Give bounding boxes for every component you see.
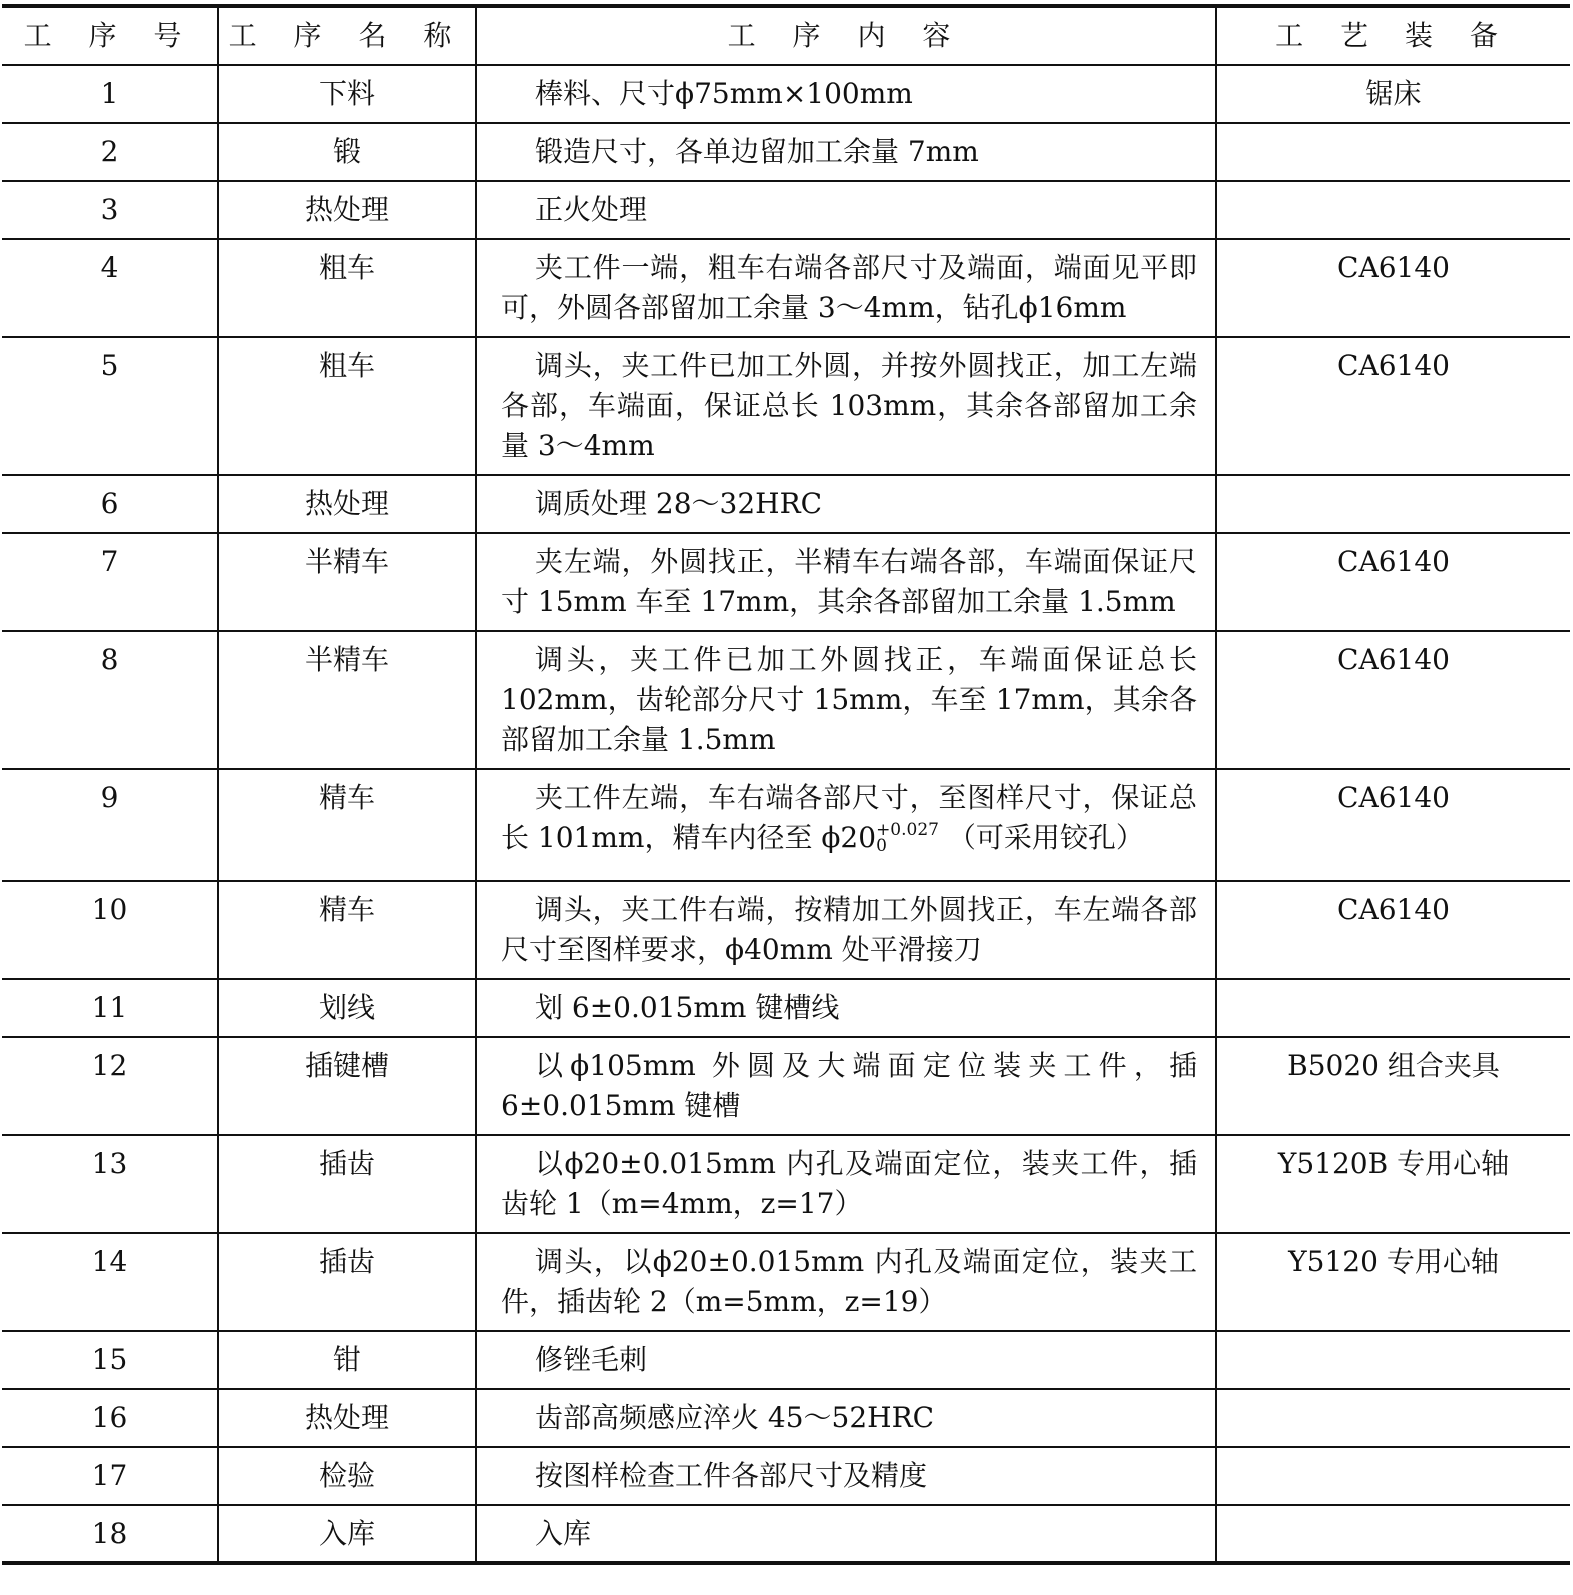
table-row xyxy=(2,1447,1570,1505)
header-step-no: 工 序 号 xyxy=(2,6,218,65)
step-number: 6 xyxy=(2,475,218,533)
table-row xyxy=(2,239,1570,337)
step-content-main: 正火处理 xyxy=(535,193,648,226)
equipment xyxy=(1216,1389,1570,1447)
step-content xyxy=(476,1233,1216,1331)
table-row xyxy=(2,1331,1570,1389)
equipment xyxy=(1216,979,1570,1037)
step-content-main: 划 6±0.015mm 键槽线 xyxy=(535,991,840,1024)
step-content-main: 棒料、尺寸ϕ75mm×100mm xyxy=(535,77,913,110)
step-content xyxy=(476,475,1216,533)
tolerance-upper: +0.027 xyxy=(876,819,939,840)
step-name: 精车 xyxy=(218,769,476,881)
step-number: 16 xyxy=(2,1389,218,1447)
step-content-text xyxy=(501,988,1197,1028)
step-content-text xyxy=(501,484,1197,524)
table-row xyxy=(2,533,1570,631)
step-content-text xyxy=(501,1340,1197,1380)
table-row xyxy=(2,769,1570,881)
table-row xyxy=(2,1389,1570,1447)
step-content-text xyxy=(501,890,1197,970)
step-name: 锻 xyxy=(218,123,476,181)
step-content-main: 锻造尺寸，各单边留加工余量 7mm xyxy=(535,135,979,168)
step-number: 15 xyxy=(2,1331,218,1389)
step-content xyxy=(476,239,1216,337)
step-name: 粗车 xyxy=(218,337,476,475)
step-content xyxy=(476,769,1216,881)
table-row xyxy=(2,65,1570,123)
step-content-main: 夹工件左端，车右端各部尺寸，至图样尺寸，保证总长 101mm，精车内径至 ϕ20 xyxy=(501,781,1197,854)
step-number: 2 xyxy=(2,123,218,181)
process-table xyxy=(2,4,1570,1565)
step-content-main: 入库 xyxy=(535,1517,592,1550)
step-content xyxy=(476,1037,1216,1135)
step-content-main: 夹工件一端，粗车右端各部尺寸及端面，端面见平即可，外圆各部留加工余量 3～4mm，钻孔ϕ16mm xyxy=(501,251,1197,324)
equipment: CA6140 xyxy=(1216,881,1570,979)
table-body xyxy=(2,65,1570,1563)
step-name: 粗车 xyxy=(218,239,476,337)
table-row xyxy=(2,1037,1570,1135)
table-row xyxy=(2,631,1570,769)
table-row xyxy=(2,475,1570,533)
step-content-text xyxy=(501,190,1197,230)
step-content xyxy=(476,337,1216,475)
equipment: Y5120 专用心轴 xyxy=(1216,1233,1570,1331)
step-name: 热处理 xyxy=(218,475,476,533)
header-step-content: 工 序 内 容 xyxy=(476,6,1216,65)
table-row xyxy=(2,979,1570,1037)
step-name: 检验 xyxy=(218,1447,476,1505)
step-name: 插齿 xyxy=(218,1135,476,1233)
step-content-main: 调头，夹工件已加工外圆，并按外圆找正，加工左端各部，车端面，保证总长 103mm，其余各部留加工余量 3～4mm xyxy=(501,349,1197,462)
table-row xyxy=(2,181,1570,239)
step-number: 13 xyxy=(2,1135,218,1233)
step-name: 下料 xyxy=(218,65,476,123)
step-content-main: 以ϕ105mm 外圆及大端面定位装夹工件，插 6±0.015mm 键槽 xyxy=(501,1049,1206,1122)
step-content xyxy=(476,631,1216,769)
step-content-main: 按图样检查工件各部尺寸及精度 xyxy=(535,1459,928,1492)
equipment xyxy=(1216,1331,1570,1389)
step-content-text xyxy=(501,640,1206,760)
step-content xyxy=(476,881,1216,979)
step-content-text xyxy=(501,778,1197,858)
step-content xyxy=(476,1447,1216,1505)
step-content xyxy=(476,123,1216,181)
step-name: 插键槽 xyxy=(218,1037,476,1135)
equipment xyxy=(1216,123,1570,181)
step-number: 7 xyxy=(2,533,218,631)
tolerance-lower: 0 xyxy=(876,835,887,856)
step-number: 12 xyxy=(2,1037,218,1135)
header-row xyxy=(2,6,1570,65)
tolerance xyxy=(876,819,939,856)
step-number: 3 xyxy=(2,181,218,239)
equipment: CA6140 xyxy=(1216,631,1570,769)
step-content-text xyxy=(501,1046,1206,1126)
step-content xyxy=(476,1135,1216,1233)
step-content-text xyxy=(501,1144,1197,1224)
step-number: 5 xyxy=(2,337,218,475)
table-row xyxy=(2,881,1570,979)
step-content-text xyxy=(501,1456,1197,1496)
equipment: CA6140 xyxy=(1216,337,1570,475)
step-content-text xyxy=(501,248,1197,328)
step-content-main: 调头，夹工件右端，按精加工外圆找正，车左端各部尺寸至图样要求，ϕ40mm 处平滑接刀 xyxy=(501,893,1197,966)
step-name: 半精车 xyxy=(218,533,476,631)
step-name: 半精车 xyxy=(218,631,476,769)
step-name: 钳 xyxy=(218,1331,476,1389)
equipment xyxy=(1216,475,1570,533)
step-content-main: 夹左端，外圆找正，半精车右端各部，车端面保证尺寸 15mm 车至 17mm，其余各部留加工余量 1.5mm xyxy=(501,545,1197,618)
step-name: 入库 xyxy=(218,1505,476,1563)
equipment: CA6140 xyxy=(1216,769,1570,881)
equipment xyxy=(1216,1505,1570,1563)
step-number: 4 xyxy=(2,239,218,337)
step-number: 9 xyxy=(2,769,218,881)
step-content-text xyxy=(501,132,1197,172)
step-number: 18 xyxy=(2,1505,218,1563)
step-content xyxy=(476,1389,1216,1447)
step-number: 14 xyxy=(2,1233,218,1331)
step-content-text xyxy=(501,74,1197,114)
table-row xyxy=(2,1233,1570,1331)
step-name: 热处理 xyxy=(218,181,476,239)
step-number: 11 xyxy=(2,979,218,1037)
step-content xyxy=(476,181,1216,239)
step-content-main: 调头，以ϕ20±0.015mm 内孔及端面定位，装夹工件，插齿轮 2（m=5mm，z=19） xyxy=(501,1245,1197,1318)
step-name: 划线 xyxy=(218,979,476,1037)
step-content-text xyxy=(501,346,1197,466)
step-content-main: 修锉毛刺 xyxy=(535,1343,648,1376)
header-step-name: 工 序 名 称 xyxy=(218,6,476,65)
step-number: 10 xyxy=(2,881,218,979)
step-content xyxy=(476,979,1216,1037)
table-row xyxy=(2,1505,1570,1563)
equipment: 锯床 xyxy=(1216,65,1570,123)
equipment: B5020 组合夹具 xyxy=(1216,1037,1570,1135)
step-content-main: 以ϕ20±0.015mm 内孔及端面定位，装夹工件，插齿轮 1（m=4mm，z=17） xyxy=(501,1147,1197,1220)
equipment xyxy=(1216,181,1570,239)
step-content-text xyxy=(501,1242,1197,1322)
step-content-main: 齿部高频感应淬火 45～52HRC xyxy=(535,1401,935,1434)
step-content xyxy=(476,65,1216,123)
step-number: 1 xyxy=(2,65,218,123)
step-content-text xyxy=(501,1398,1197,1438)
equipment xyxy=(1216,1447,1570,1505)
step-content-tail: （可采用铰孔） xyxy=(938,821,1144,854)
step-name: 精车 xyxy=(218,881,476,979)
step-content-text xyxy=(501,542,1197,622)
step-number: 17 xyxy=(2,1447,218,1505)
header-equipment: 工 艺 装 备 xyxy=(1216,6,1570,65)
table-row xyxy=(2,123,1570,181)
step-content xyxy=(476,533,1216,631)
step-name: 插齿 xyxy=(218,1233,476,1331)
step-content-text xyxy=(501,1514,1197,1554)
step-content xyxy=(476,1505,1216,1563)
equipment: CA6140 xyxy=(1216,533,1570,631)
equipment: Y5120B 专用心轴 xyxy=(1216,1135,1570,1233)
table-row xyxy=(2,1135,1570,1233)
step-number: 8 xyxy=(2,631,218,769)
step-content xyxy=(476,1331,1216,1389)
table-row xyxy=(2,337,1570,475)
step-content-main: 调质处理 28～32HRC xyxy=(535,487,823,520)
step-name: 热处理 xyxy=(218,1389,476,1447)
equipment: CA6140 xyxy=(1216,239,1570,337)
step-content-main: 调头，夹工件已加工外圆找正，车端面保证总长 102mm，齿轮部分尺寸 15mm，车至 17mm，其余各部留加工余量 1.5mm xyxy=(501,643,1206,756)
